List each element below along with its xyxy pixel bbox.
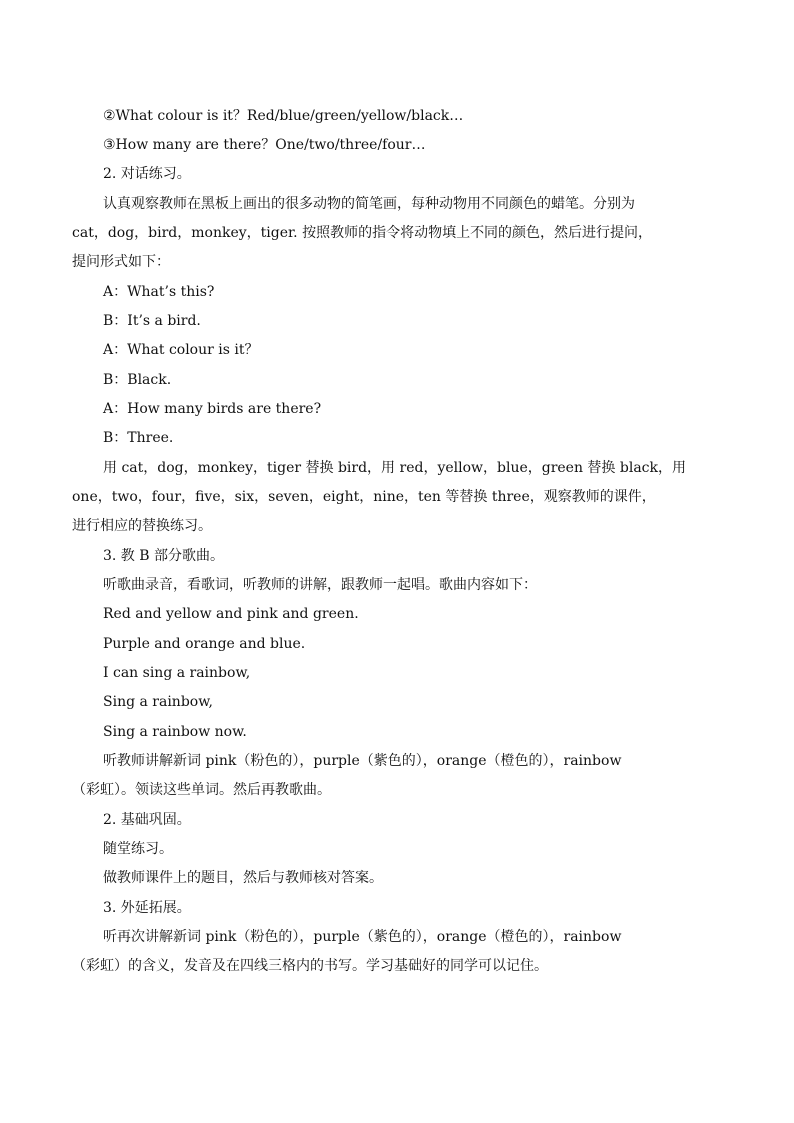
text-line: （彩虹）。领读这些单词。然后再教歌曲。: [72, 782, 331, 798]
lyric-line: I can sing a rainbow,: [103, 665, 251, 681]
dialogue-line: B：Black.: [103, 372, 172, 388]
text-line: ②What colour is it？Red/blue/green/yellow/black…: [103, 108, 464, 124]
section-heading: 3. 外延拓展。: [103, 900, 191, 916]
text-line: （彩虹）的含义，发音及在四线三格内的书写。学习基础好的同学可以记住。: [72, 958, 548, 974]
text-line: 听再次讲解新词 pink（粉色的），purple（紫色的），orange（橙色的），rainbow: [103, 929, 622, 945]
lyric-line: Sing a rainbow now.: [103, 724, 247, 740]
section-heading: 2. 基础巩固。: [103, 812, 191, 828]
text-line: 随堂练习。: [103, 841, 173, 857]
text-line: 做教师课件上的题目，然后与教师核对答案。: [103, 870, 383, 886]
dialogue-line: A：How many birds are there?: [103, 401, 322, 417]
text-line: cat，dog，bird，monkey，tiger. 按照教师的指令将动物填上不同的颜色，然后进行提问，: [72, 225, 653, 241]
section-heading: 3. 教 B 部分歌曲。: [103, 548, 224, 564]
text-line: ③How many are there？One/two/three/four…: [103, 137, 426, 153]
lyric-line: Sing a rainbow,: [103, 694, 213, 710]
dialogue-line: B：It’s a bird.: [103, 313, 201, 329]
dialogue-line: A：What’s this?: [103, 284, 215, 300]
lyric-line: Purple and orange and blue.: [103, 636, 306, 652]
text-line: 进行相应的替换练习。: [72, 518, 212, 534]
section-heading: 2. 对话练习。: [103, 166, 191, 182]
text-line: 认真观察教师在黑板上画出的很多动物的简笔画，每种动物用不同颜色的蜡笔。分别为: [103, 196, 635, 212]
text-line: 提问形式如下：: [72, 254, 170, 270]
text-line: 用 cat，dog，monkey，tiger 替换 bird，用 red，yellow，blue，green 替换 black，用: [103, 460, 686, 476]
dialogue-line: B：Three.: [103, 430, 174, 446]
dialogue-line: A：What colour is it？: [103, 342, 259, 358]
text-line: 听教师讲解新词 pink（粉色的），purple（紫色的），orange（橙色的），rainbow: [103, 753, 622, 769]
lyric-line: Red and yellow and pink and green.: [103, 606, 359, 622]
text-line: 听歌曲录音，看歌词，听教师的讲解，跟教师一起唱。歌曲内容如下：: [103, 577, 537, 593]
text-line: one，two，four，five，six，seven，eight，nine，ten 等替换 three，观察教师的课件，: [72, 489, 656, 505]
